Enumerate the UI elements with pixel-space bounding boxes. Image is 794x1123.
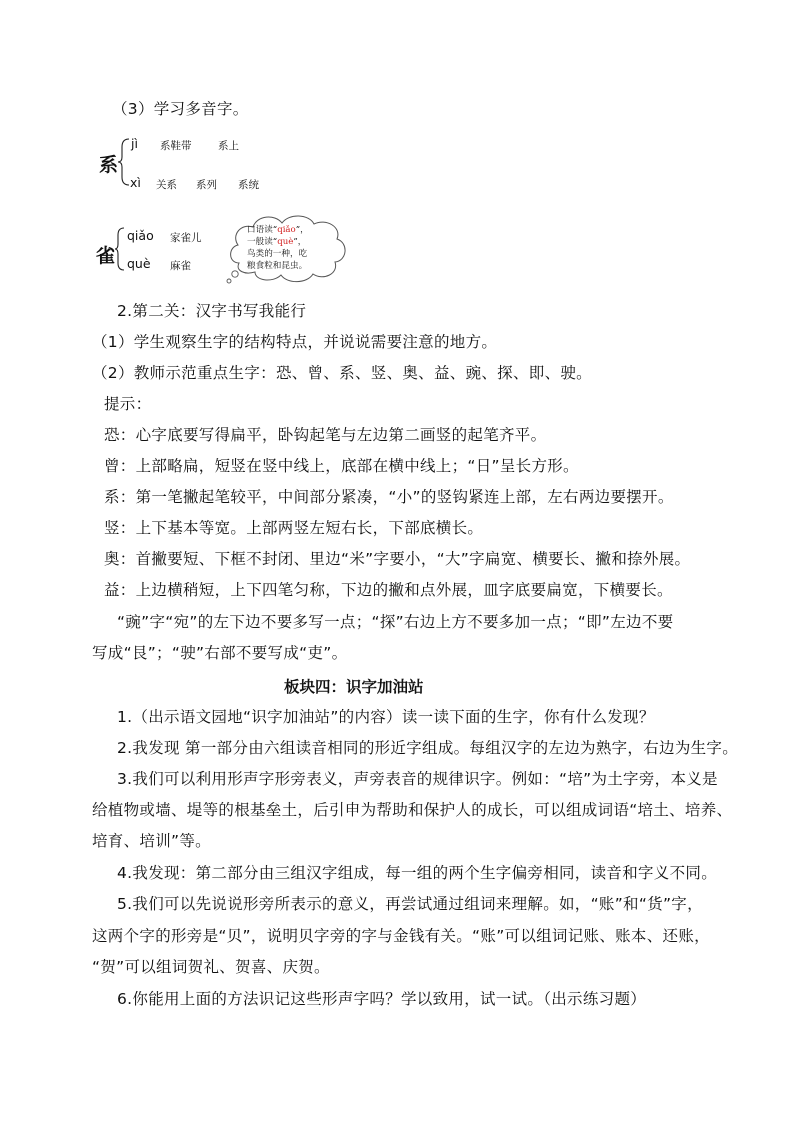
paragraph: “贺”可以组词贺礼、贺喜、庆贺。	[92, 958, 330, 976]
block4-title: 板块四：识字加油站	[284, 677, 424, 696]
note-line: 写成“艮”；“驶”右部不要写成“吏”。	[92, 644, 348, 662]
brace-icon	[117, 137, 131, 187]
hint-line: 系：第一笔撇起笔较平，中间部分紧凑，“小”的竖钩紧连上部，左右两边要摆开。	[104, 488, 674, 506]
polyphonic-char-xi: 系	[99, 154, 119, 176]
bubble-pinyin-qiao: qiǎo	[277, 225, 296, 235]
hint-line: 曾：上部略扁，短竖在竖中线上，底部在横中线上；“日”呈长方形。	[104, 457, 579, 475]
word-item: 家雀儿	[170, 232, 202, 244]
pinyin-ji: jì	[131, 136, 138, 151]
level2-item1: （1）学生观察生字的结构特点，并说说需要注意的地方。	[92, 333, 498, 351]
paragraph: 这两个字的形旁是“贝”，说明贝字旁的字与金钱有关。“账”可以组词记账、账本、还账，	[92, 927, 710, 945]
paragraph: 给植物或墙、堤等的根基垒土，后引申为帮助和保护人的成长，可以组成词语“培土、培养、	[92, 801, 733, 819]
pinyin-que: què	[127, 256, 151, 271]
pinyin-xi: xì	[130, 175, 141, 190]
paragraph: 5.我们可以先说说形旁所表示的意义，再尝试通过组词来理解。如，“账”和“货”字，	[117, 895, 703, 913]
hint-line: 恐：心字底要写得扁平，卧钩起笔与左边第二画竖的起笔齐平。	[104, 426, 547, 444]
paragraph: 1.（出示语文园地“识字加油站”的内容）读一读下面的生字，你有什么发现？	[117, 708, 655, 726]
hint-line: 益：上边横稍短，上下四笔匀称，下边的撇和点外展，皿字底要扁宽，下横要长。	[104, 581, 673, 599]
paragraph: 2.我发现 第一部分由六组读音相同的形近字组成。每组汉字的左边为熟字，右边为生字。	[117, 739, 739, 757]
level2-item2: （2）教师示范重点生字：恐、曾、系、竖、奥、益、豌、探、即、驶。	[92, 364, 592, 382]
word-item: 系上	[218, 140, 239, 152]
hint-line: 奥：首撇要短、下框不封闭、里边“米”字要小，“大”字扁宽、横要长、撇和捺外展。	[104, 550, 691, 568]
paragraph: 4.我发现：第二部分由三组汉字组成，每一组的两个生字偏旁相同，读音和字义不同。	[117, 864, 717, 882]
paragraph: 培育、培训”等。	[92, 832, 211, 850]
subtitle-polyphonic: （3）学习多音字。	[112, 100, 249, 118]
word-item: 系鞋带	[160, 140, 192, 152]
paragraph: 3.我们可以利用形声字形旁表义，声旁表音的规律识字。例如：“培”为土字旁，本义是	[117, 770, 718, 788]
word-item: 关系	[156, 179, 177, 191]
polyphonic-char-que: 雀	[96, 245, 116, 267]
word-item: 麻雀	[170, 260, 191, 272]
hint-line: 竖：上下基本等宽。上部两竖左短右长，下部底横长。	[104, 519, 484, 537]
word-item: 系列	[196, 179, 217, 191]
word-item: 系统	[238, 179, 259, 191]
paragraph: 6.你能用上面的方法识记这些形声字吗？学以致用，试一试。（出示练习题）	[117, 990, 647, 1008]
bubble-pinyin-que: què	[277, 237, 294, 247]
note-line: “豌”字“宛”的左下边不要多写一点；“探”右边上方不要多加一点；“即”左边不要	[117, 613, 674, 631]
level2-title: 2.第二关：汉字书写我能行	[117, 302, 307, 320]
brace-icon	[114, 226, 126, 272]
hint-label: 提示：	[104, 395, 152, 413]
pinyin-qiao: qiǎo	[127, 228, 154, 243]
bubble-text: 口语读“qiǎo”， 一般读“què”， 鸟类的一种，吃 粮食粒和昆虫。	[247, 225, 309, 271]
